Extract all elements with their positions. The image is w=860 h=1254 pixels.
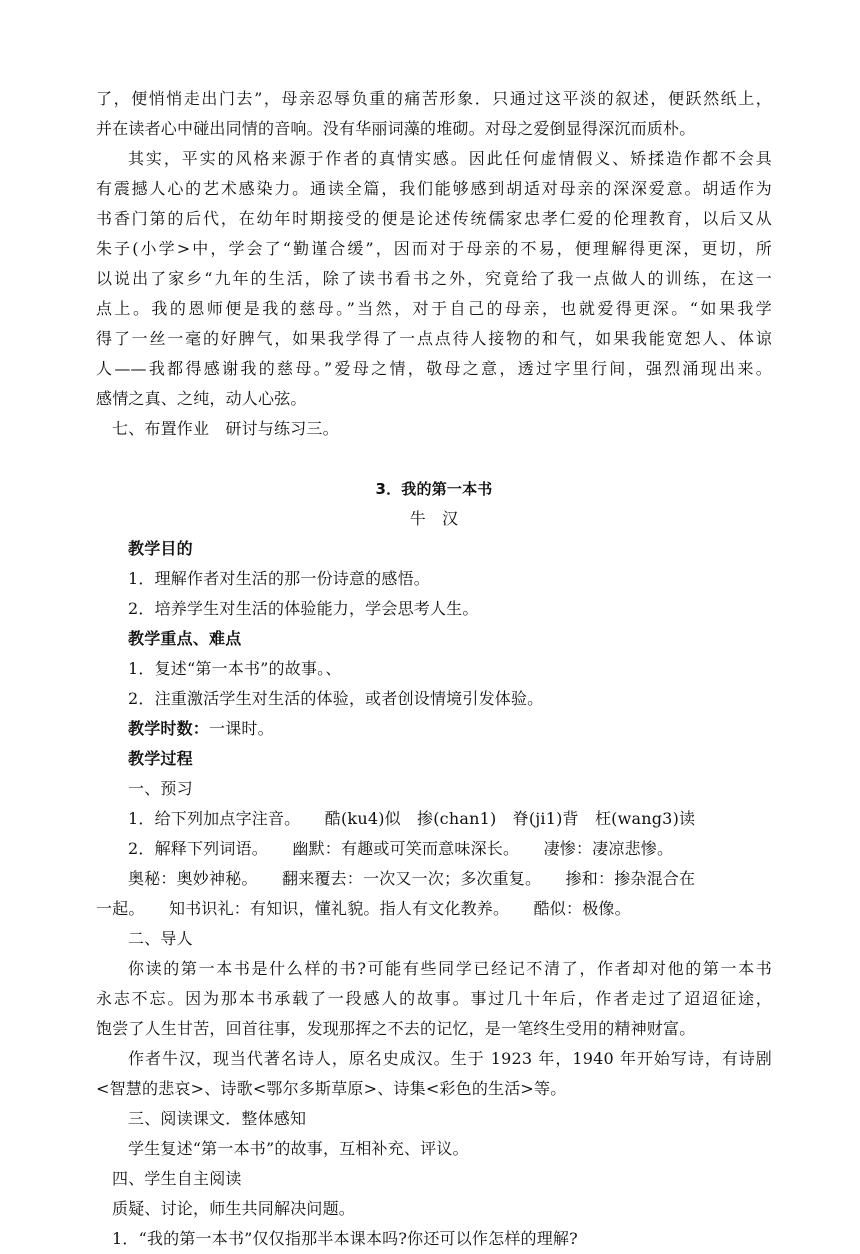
text-line: <智慧的悲哀>、诗歌<鄂尔多斯草原>、诗集<彩色的生活>等。: [96, 1079, 567, 1098]
pinyin-line: 1．给下列加点字注音。 酷(ku4)似 掺(chan1) 脊(ji1)背 枉(wang3)读: [128, 809, 696, 828]
document-page: [96, 84, 772, 1254]
self-reading-text: 质疑、讨论，师生共同解决问题。: [112, 1199, 356, 1218]
process-heading: 教学过程: [128, 749, 193, 768]
self-reading-heading: 四、学生自主阅读: [112, 1169, 242, 1188]
text-line: 人——我都得感谢我的慈母。”爱母之情，敬母之意，透过字里行间，强烈涌现出来。: [96, 359, 772, 378]
text-line: 永志不忘。因为那本书承载了一段感人的故事。事过几十年后，作者走过了迢迢征途，: [96, 989, 772, 1008]
reading-text: 学生复述“第一本书”的故事，互相补充、评议。: [128, 1139, 469, 1158]
spacer: [96, 444, 772, 474]
objectives-heading: 教学目的: [128, 539, 193, 558]
preview-heading: 一、预习: [128, 779, 193, 798]
intro-heading: 二、导人: [128, 929, 193, 948]
text-line: 书香门第的后代，在幼年时期接受的便是论述传统儒家忠孝仁爱的伦理教育，以后又从: [96, 209, 772, 228]
text-line: 了，便悄悄走出门去”，母亲忍辱负重的痛苦形象．只通过这平淡的叙述，便跃然纸上，: [96, 89, 772, 108]
lesson-author: 牛 汉: [409, 509, 459, 528]
vocab-line: 奥秘：奥妙神秘。 翻来覆去：一次又一次；多次重复。 掺和：掺杂混合在: [128, 869, 696, 888]
lesson-title: 3．我的第一本书: [375, 480, 493, 498]
homework-line: 七、布置作业 研讨与练习三。: [112, 419, 339, 438]
text-line: 得了一丝一毫的好脾气，如果我学得了一点点待人接物的和气，如果我能宽恕人、体谅: [96, 329, 772, 348]
key-point-item: 1．复述“第一本书”的故事。、: [128, 659, 342, 678]
text-line: 以说出了家乡“九年的生活，除了读书看书之外，究竟给了我一点做人的训练，在这一: [96, 269, 772, 288]
key-point-item: 2．注重激活学生对生活的体验，或者创设情境引发体验。: [128, 689, 544, 708]
key-points-heading: 教学重点、难点: [128, 629, 242, 648]
text-line: 朱子(小学>中，学会了“勤谨合缓”，因而对于母亲的不易，便理解得更深，更切，所: [96, 239, 772, 258]
text-line: 你读的第一本书是什么样的书?可能有些同学已经记不清了，作者却对他的第一本书: [128, 959, 772, 978]
text-line: 点上。我的恩师便是我的慈母。”当然，对于自己的母亲，也就爱得更深。“如果我学: [96, 299, 772, 318]
objective-item: 2．培养学生对生活的体验能力，学会思考人生。: [128, 599, 479, 618]
reading-heading: 三、阅读课文．整体感知: [128, 1109, 307, 1128]
vocab-line: 2．解释下列词语。 幽默：有趣或可笑而意味深长。 凄惨：凄凉悲惨。: [128, 839, 674, 858]
text-line: 其实，平实的风格来源于作者的真情实感。因此任何虚情假义、矫揉造作都不会具: [128, 149, 772, 168]
text-line: 作者牛汉，现当代著名诗人，原名史成汉。生于 1923 年，1940 年开始写诗，有诗剧: [128, 1049, 772, 1068]
text-line: 饱尝了人生甘苦，回首往事，发现那挥之不去的记忆，是一笔终生受用的精神财富。: [96, 1019, 696, 1038]
vocab-line: 一起。 知书识礼：有知识，懂礼貌。指人有文化教养。 酷似：极像。: [96, 899, 631, 918]
hours-value: 一课时。: [209, 719, 274, 738]
hours-label: 教学时数：: [128, 719, 210, 738]
question-item: 1．“我的第一本书”仅仅指那半本课本吗?你还可以作怎样的理解?: [112, 1229, 578, 1248]
text-line: 有震撼人心的艺术感染力。通读全篇，我们能够感到胡适对母亲的深深爱意。胡适作为: [96, 179, 772, 198]
hours-line: [96, 714, 772, 744]
objective-item: 1．理解作者对生活的那一份诗意的感悟。: [128, 569, 430, 588]
text-line: 并在读者心中碰出同情的音响。没有华丽词藻的堆砌。对母之爱倒显得深沉而质朴。: [96, 119, 696, 138]
text-line: 感情之真、之纯，动人心弦。: [96, 389, 307, 408]
